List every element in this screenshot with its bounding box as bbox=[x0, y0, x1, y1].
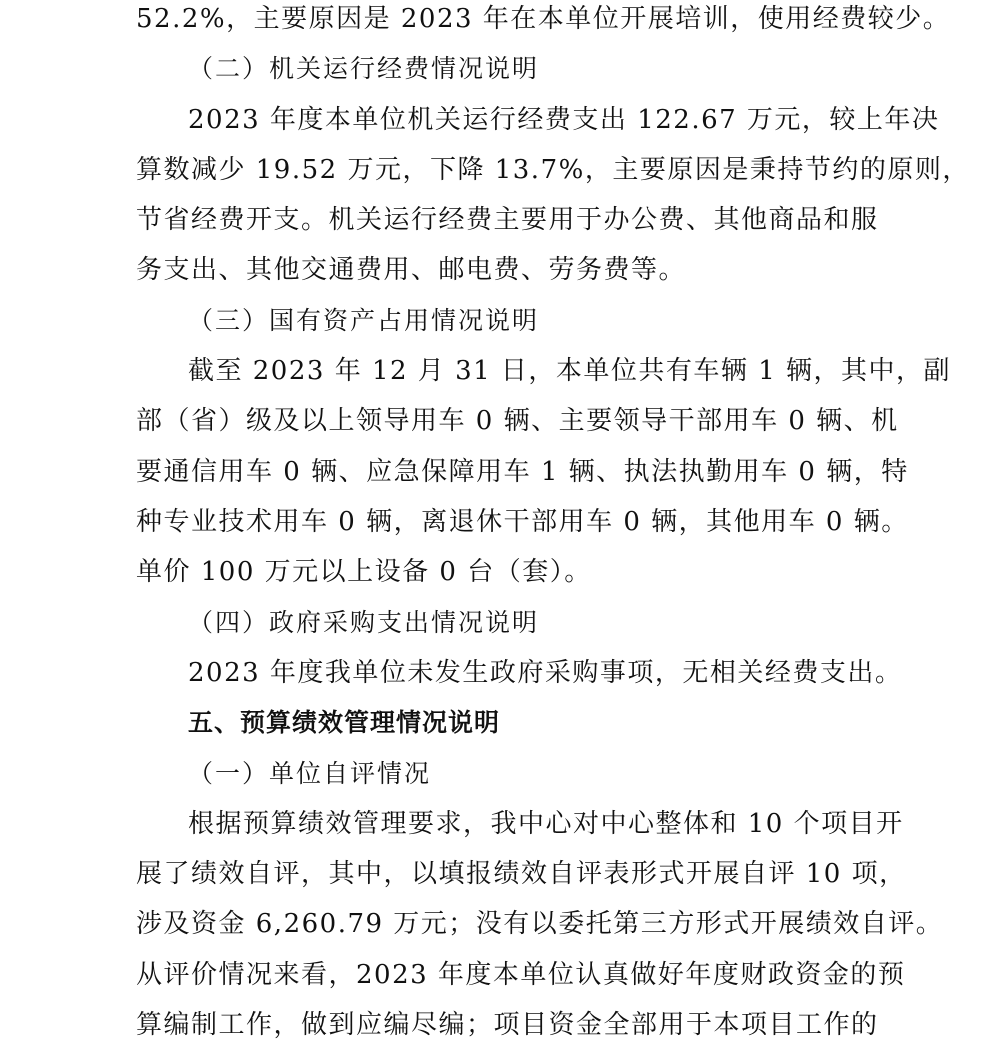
section-subheading: （二）机关运行经费情况说明 bbox=[188, 54, 540, 83]
paragraph-line: 根据预算绩效管理要求，我中心对中心整体和 10 个项目开 bbox=[188, 809, 904, 839]
section-heading: 五、预算绩效管理情况说明 bbox=[188, 708, 501, 737]
paragraph-line: 算数减少 19.52 万元，下降 13.7%，主要原因是秉持节约的原则， bbox=[136, 155, 970, 185]
paragraph-line: 要通信用车 0 辆、应急保障用车 1 辆、执法执勤用车 0 辆，特 bbox=[136, 457, 909, 487]
paragraph-line: 节省经费开支。机关运行经费主要用于办公费、其他商品和服 bbox=[136, 205, 879, 235]
paragraph-line: 52.2%，主要原因是 2023 年在本单位开展培训，使用经费较少。 bbox=[136, 4, 951, 34]
section-subheading: （一）单位自评情况 bbox=[188, 759, 432, 788]
paragraph-line: 单价 100 万元以上设备 0 台（套）。 bbox=[136, 557, 592, 587]
paragraph-line: 务支出、其他交通费用、邮电费、劳务费等。 bbox=[136, 255, 687, 285]
paragraph-line: 部（省）级及以上领导用车 0 辆、主要领导干部用车 0 辆、机 bbox=[136, 406, 899, 436]
paragraph-line: 2023 年度本单位机关运行经费支出 122.67 万元，较上年决 bbox=[188, 105, 940, 135]
paragraph-line: 种专业技术用车 0 辆，离退休干部用车 0 辆，其他用车 0 辆。 bbox=[136, 507, 909, 537]
paragraph-line: 涉及资金 6,260.79 万元；没有以委托第三方形式开展绩效自评。 bbox=[136, 909, 944, 939]
paragraph-line: 展了绩效自评，其中，以填报绩效自评表形式开展自评 10 项， bbox=[136, 859, 907, 889]
paragraph-line: 从评价情况来看，2023 年度本单位认真做好年度财政资金的预 bbox=[136, 960, 906, 990]
paragraph-line: 截至 2023 年 12 月 31 日，本单位共有车辆 1 辆，其中，副 bbox=[188, 356, 951, 386]
paragraph-line: 算编制工作，做到应编尽编；项目资金全部用于本项目工作的 bbox=[136, 1010, 879, 1040]
section-subheading: （四）政府采购支出情况说明 bbox=[188, 608, 540, 637]
section-subheading: （三）国有资产占用情况说明 bbox=[188, 306, 540, 335]
paragraph-line: 2023 年度我单位未发生政府采购事项，无相关经费支出。 bbox=[188, 658, 903, 688]
